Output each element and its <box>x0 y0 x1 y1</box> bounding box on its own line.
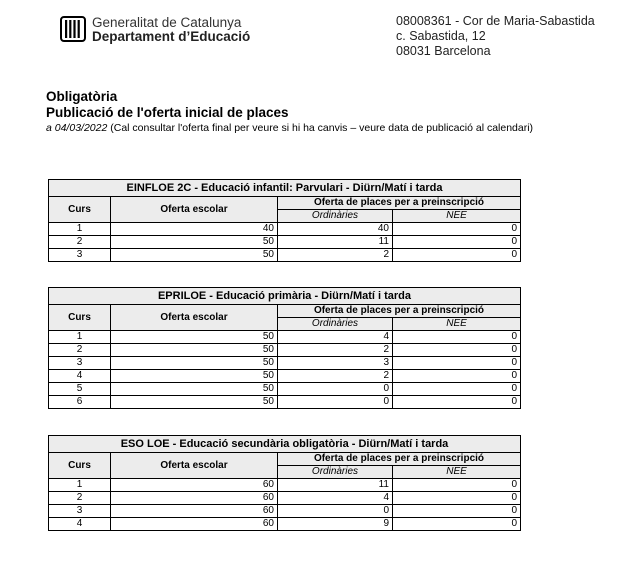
cell-nee: 0 <box>393 370 521 383</box>
cell-curs: 1 <box>49 223 111 236</box>
cell-curs: 3 <box>49 505 111 518</box>
cell-curs: 2 <box>49 236 111 249</box>
cell-oferta: 50 <box>111 236 278 249</box>
cell-ordinaries: 11 <box>278 479 393 492</box>
offer-table <box>48 179 521 262</box>
table-row <box>49 479 521 492</box>
table-row <box>49 383 521 396</box>
cell-ordinaries: 3 <box>278 357 393 370</box>
table-row <box>49 331 521 344</box>
cell-ordinaries: 0 <box>278 396 393 409</box>
publication-date: a 04/03/2022 <box>46 122 108 134</box>
cell-curs: 1 <box>49 479 111 492</box>
col-header-oferta: Oferta escolar <box>111 197 278 223</box>
col-header-preinscripcio: Oferta de places per a preinscripció <box>278 197 521 210</box>
cell-nee: 0 <box>393 344 521 357</box>
cell-curs: 4 <box>49 370 111 383</box>
cell-oferta: 50 <box>111 396 278 409</box>
col-header-curs: Curs <box>49 197 111 223</box>
school-address <box>396 14 595 59</box>
cell-oferta: 50 <box>111 344 278 357</box>
cell-nee: 0 <box>393 479 521 492</box>
table-row <box>49 518 521 531</box>
table-title: EPRILOE - Educació primària - Diürn/Matí i tarda <box>49 288 521 305</box>
cell-ordinaries: 40 <box>278 223 393 236</box>
document-heading <box>46 89 533 136</box>
address-line-2: c. Sabastida, 12 <box>396 29 486 43</box>
cell-oferta: 60 <box>111 505 278 518</box>
col-header-curs: Curs <box>49 305 111 331</box>
cell-ordinaries: 2 <box>278 249 393 262</box>
cell-curs: 6 <box>49 396 111 409</box>
table-row <box>49 249 521 262</box>
table-row <box>49 223 521 236</box>
cell-ordinaries: 9 <box>278 518 393 531</box>
cell-curs: 4 <box>49 518 111 531</box>
cell-curs: 1 <box>49 331 111 344</box>
col-header-curs: Curs <box>49 453 111 479</box>
cell-oferta: 50 <box>111 383 278 396</box>
col-header-ordinaries: Ordinàries <box>278 318 393 331</box>
table-row <box>49 492 521 505</box>
cell-nee: 0 <box>393 223 521 236</box>
document-title: Publicació de l'oferta inicial de places <box>46 105 289 120</box>
col-header-nee: NEE <box>393 210 521 223</box>
cell-ordinaries: 2 <box>278 370 393 383</box>
cell-nee: 0 <box>393 518 521 531</box>
cell-curs: 5 <box>49 383 111 396</box>
cell-oferta: 60 <box>111 479 278 492</box>
cell-oferta: 50 <box>111 331 278 344</box>
cell-nee: 0 <box>393 236 521 249</box>
cell-curs: 2 <box>49 344 111 357</box>
org-line-2: Departament d’Educació <box>92 29 251 44</box>
col-header-ordinaries: Ordinàries <box>278 466 393 479</box>
cell-nee: 0 <box>393 396 521 409</box>
organization-name <box>92 16 250 44</box>
cell-ordinaries: 4 <box>278 331 393 344</box>
cell-curs: 3 <box>49 357 111 370</box>
offer-table <box>48 435 521 531</box>
cell-oferta: 50 <box>111 357 278 370</box>
table-row <box>49 370 521 383</box>
offer-table <box>48 287 521 409</box>
table-row <box>49 236 521 249</box>
address-line-3: 08031 Barcelona <box>396 44 491 58</box>
document-category: Obligatòria <box>46 89 118 104</box>
cell-curs: 2 <box>49 492 111 505</box>
org-line-1: Generalitat de Catalunya <box>92 15 242 30</box>
col-header-preinscripcio: Oferta de places per a preinscripció <box>278 305 521 318</box>
cell-ordinaries: 2 <box>278 344 393 357</box>
cell-nee: 0 <box>393 249 521 262</box>
cell-oferta: 40 <box>111 223 278 236</box>
cell-oferta: 50 <box>111 249 278 262</box>
col-header-ordinaries: Ordinàries <box>278 210 393 223</box>
cell-nee: 0 <box>393 331 521 344</box>
note-text: (Cal consultar l'oferta final per veure si hi ha canvis – veure data de publicació al calendari) <box>110 122 534 134</box>
cell-nee: 0 <box>393 383 521 396</box>
col-header-oferta: Oferta escolar <box>111 453 278 479</box>
cell-curs: 3 <box>49 249 111 262</box>
cell-nee: 0 <box>393 492 521 505</box>
cell-ordinaries: 11 <box>278 236 393 249</box>
table-title: EINFLOE 2C - Educació infantil: Parvulari - Diürn/Matí i tarda <box>49 180 521 197</box>
cell-ordinaries: 4 <box>278 492 393 505</box>
cell-oferta: 60 <box>111 518 278 531</box>
cell-ordinaries: 0 <box>278 505 393 518</box>
cell-nee: 0 <box>393 505 521 518</box>
table-row <box>49 357 521 370</box>
table-row <box>49 344 521 357</box>
publication-note <box>46 121 533 136</box>
col-header-nee: NEE <box>393 466 521 479</box>
generalitat-logo-icon <box>60 16 86 42</box>
cell-nee: 0 <box>393 357 521 370</box>
table-row <box>49 396 521 409</box>
cell-oferta: 60 <box>111 492 278 505</box>
cell-oferta: 50 <box>111 370 278 383</box>
table-title: ESO LOE - Educació secundària obligatòria - Diürn/Matí i tarda <box>49 436 521 453</box>
col-header-preinscripcio: Oferta de places per a preinscripció <box>278 453 521 466</box>
col-header-nee: NEE <box>393 318 521 331</box>
cell-ordinaries: 0 <box>278 383 393 396</box>
address-line-1: 08008361 - Cor de Maria-Sabastida <box>396 14 595 28</box>
table-row <box>49 505 521 518</box>
col-header-oferta: Oferta escolar <box>111 305 278 331</box>
